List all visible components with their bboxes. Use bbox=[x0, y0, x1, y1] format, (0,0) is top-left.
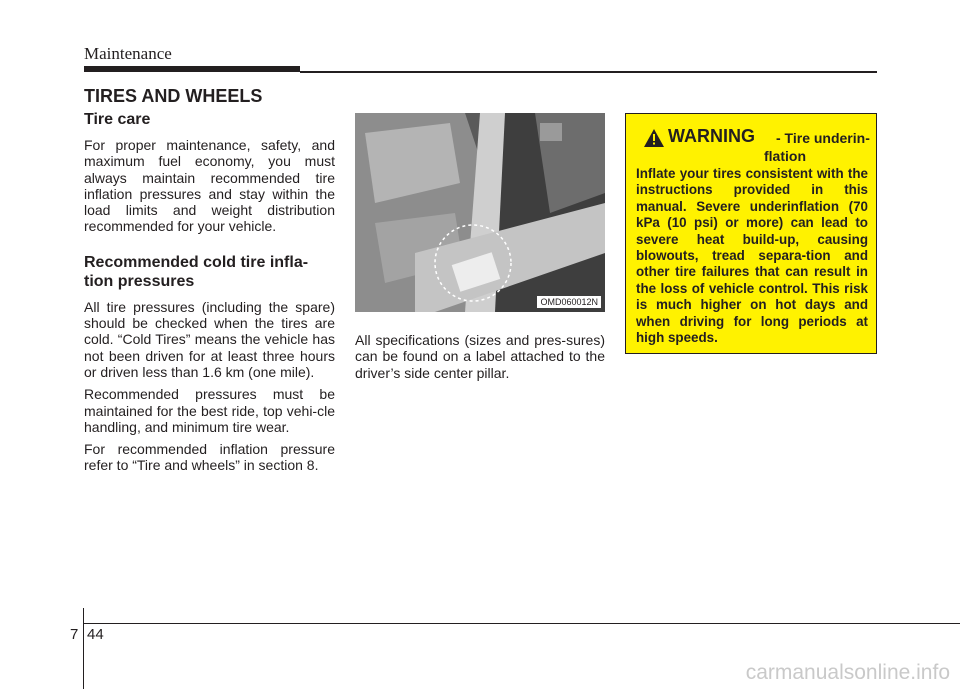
door-pillar-illustration bbox=[355, 113, 605, 312]
warning-triangle-icon bbox=[644, 129, 664, 147]
chapter-number: 7 bbox=[70, 626, 79, 643]
warning-subtitle-line1: - Tire underin- bbox=[776, 130, 870, 146]
cold-pressure-heading-line2: tion pressures bbox=[84, 272, 195, 290]
door-pillar-photo bbox=[355, 113, 605, 312]
section-title: TIRES AND WHEELS bbox=[84, 86, 263, 106]
footer-vertical-rule bbox=[83, 608, 84, 689]
cold-pressure-paragraph: For recommended inflation pressure refer to “Tire and wheels” in section 8. bbox=[84, 441, 335, 474]
column-left bbox=[84, 110, 335, 474]
tire-care-paragraph: For proper maintenance, safety, and maximum fuel economy, you must always maintain recommended tire inflation pressures and stay within the load limits and weight distribution recommended for your vehicle. bbox=[84, 137, 335, 235]
header-rule-thin bbox=[300, 71, 877, 73]
warning-body: Inflate your tires consistent with the instructions provided in this manual. Severe underinflation (70 kPa (10 psi) or more) can lead to severe heat build-up, causing blowouts, tread separa-tion and other tire failures that can result in the loss of vehicle control. This risk is much higher on hot days and when driving for long periods at high speeds. bbox=[636, 166, 868, 346]
warning-box bbox=[625, 113, 877, 354]
footer-horizontal-rule bbox=[83, 623, 960, 624]
figure-description: All specifications (sizes and pres-sures) can be found on a label attached to the driver’s side center pillar. bbox=[355, 332, 605, 381]
warning-word: WARNING bbox=[668, 126, 755, 146]
page-number: 44 bbox=[87, 626, 104, 643]
cold-pressure-heading bbox=[84, 253, 335, 291]
cold-pressure-paragraph: Recommended pressures must be maintained for the best ride, top vehi-cle handling, and minimum tire wear. bbox=[84, 386, 335, 435]
header-title: Maintenance bbox=[84, 44, 172, 63]
watermark: carmanualsonline.info bbox=[745, 661, 950, 684]
warning-subtitle-line2: flation bbox=[764, 148, 806, 164]
figure-code: OMD060012N bbox=[537, 296, 601, 308]
cold-pressure-heading-line1: Recommended cold tire infla- bbox=[84, 253, 309, 271]
header-rule-thick bbox=[84, 66, 300, 72]
tire-care-heading: Tire care bbox=[84, 111, 151, 128]
cold-pressure-paragraph: All tire pressures (including the spare) should be checked when the tires are cold. “Cold Tires” means the vehicle has not been driven for at least three hours or driven less than 1.6 km (one mile). bbox=[84, 298, 335, 380]
